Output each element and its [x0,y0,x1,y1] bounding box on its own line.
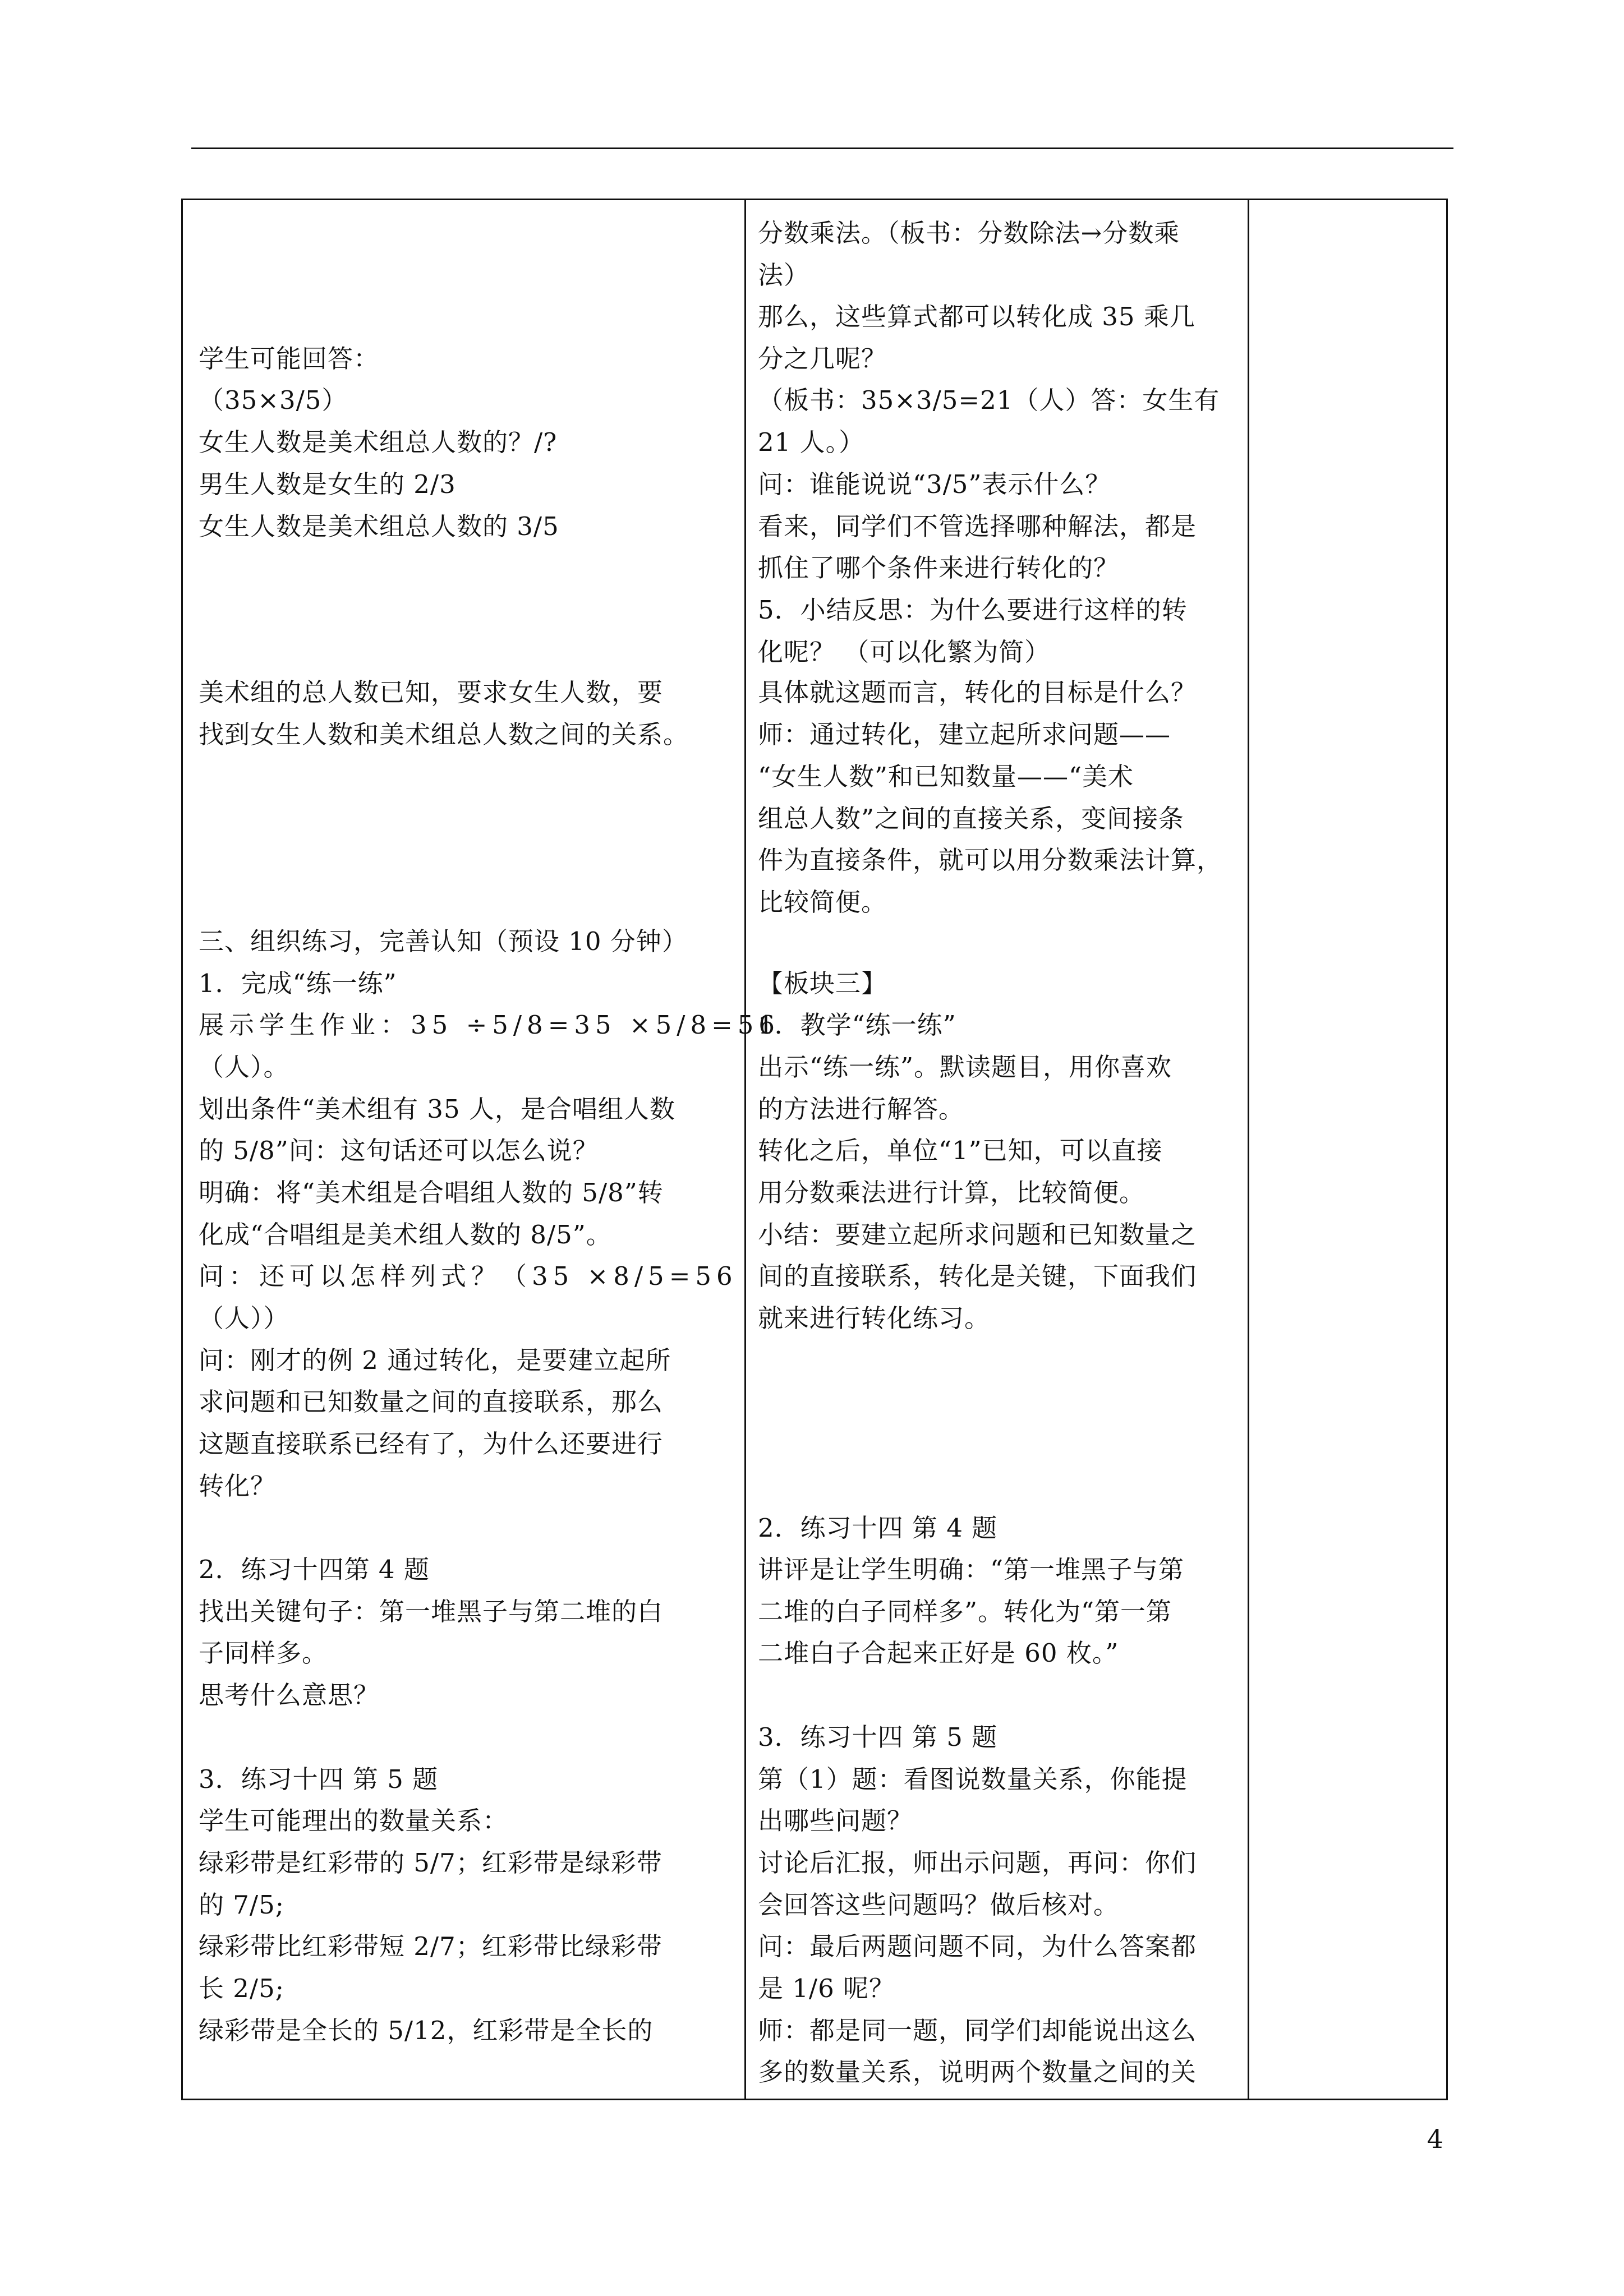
student-activity-line: 这题直接联系已经有了，为什么还要进行 [199,1429,664,1459]
teacher-activity-line: 问：谁能说说“3/5”表示什么？ [758,469,1111,499]
student-activity-line: 三、组织练习，完善认知（预设 10 分钟） [199,926,688,956]
student-activity-line: （人）） [199,1303,289,1333]
teacher-activity-line: 间的直接联系，转化是关键，下面我们 [758,1261,1197,1291]
student-activity-line: 明确：将“美术组是合唱组人数的 5/8”转 [199,1178,664,1207]
teacher-activity-line: 就来进行转化练习。 [758,1303,991,1333]
page-number: 4 [1427,2124,1443,2154]
student-activity-line: 学生可能理出的数量关系： [199,1806,509,1836]
student-activity-line: 长 2/5; [199,1974,284,2003]
student-activity-line: 问：刚才的例 2 通过转化，是要建立起所 [199,1345,671,1375]
student-activity-line: 绿彩带是红彩带的 5/7；红彩带是绿彩带 [199,1848,663,1878]
student-activity-line: 展示学生作业：35 ÷5/8=35 ×5/8=56 [199,1010,780,1040]
teacher-activity-line: 1．教学“练一练” [758,1010,956,1040]
student-activity-line: 问：还可以怎样列式？（35 ×8/5=56 [199,1261,738,1291]
lesson-plan-table [181,199,1448,2100]
table-right-edge [1446,200,1448,2099]
teacher-activity-line: 比较简便。 [758,887,887,917]
teacher-activity-line: 3．练习十四 第 5 题 [758,1722,998,1752]
student-activity-line: 的 5/8”问：这句话还可以怎么说？ [199,1136,599,1165]
teacher-activity-line: 的方法进行解答。 [758,1094,965,1124]
student-activity-line: 求问题和已知数量之间的直接联系，那么 [199,1387,664,1417]
teacher-activity-line: 二堆的白子同样多”。转化为“第一第 [758,1597,1172,1626]
teacher-activity-line: 第（1）题：看图说数量关系，你能提 [758,1764,1188,1794]
student-activity-line: （人）。 [199,1052,289,1082]
student-activity-line: 2．练习十四第 4 题 [199,1555,430,1584]
student-activity-line: 学生可能回答： [199,344,380,374]
student-activity-column [199,200,780,2102]
teacher-activity-line: 21 人。） [758,427,865,457]
student-activity-line: 美术组的总人数已知，要求女生人数，要 [199,677,664,707]
teacher-activity-line: 二堆白子合起来正好是 60 枚。” [758,1638,1119,1668]
teacher-activity-line: “女生人数”和已知数量——“美术 [758,762,1134,791]
teacher-activity-line: 是 1/6 呢？ [758,1974,895,2003]
teacher-activity-column [758,200,1240,2102]
teacher-activity-line: 讲评是让学生明确：“第一堆黑子与第 [758,1555,1185,1584]
teacher-activity-line: 组总人数”之间的直接关系，变间接条 [758,804,1185,833]
teacher-activity-line: 师：都是同一题，同学们却能说出这么 [758,2016,1197,2045]
student-activity-line: 男生人数是女生的 2/3 [199,469,456,499]
student-activity-line: 女生人数是美术组总人数的 3/5 [199,511,559,541]
student-activity-line: 思考什么意思？ [199,1680,380,1710]
teacher-activity-line: 多的数量关系，说明两个数量之间的关 [758,2057,1197,2087]
student-activity-line: 绿彩带是全长的 5/12，红彩带是全长的 [199,2016,654,2045]
student-activity-line: 找出关键句子：第一堆黑子与第二堆的白 [199,1597,664,1626]
teacher-activity-line: 5．小结反思：为什么要进行这样的转 [758,595,1188,625]
teacher-activity-line: 讨论后汇报，师出示问题，再问：你们 [758,1848,1197,1878]
teacher-activity-line: 小结：要建立起所求问题和已知数量之 [758,1220,1197,1250]
teacher-activity-line: 分数乘法。（板书：分数除法→分数乘 [758,218,1180,248]
teacher-activity-line: 用分数乘法进行计算，比较简便。 [758,1178,1145,1207]
teacher-activity-line: 会回答这些问题吗？做后核对。 [758,1890,1120,1920]
teacher-activity-line: 问：最后两题问题不同，为什么答案都 [758,1931,1197,1961]
student-activity-line: 女生人数是美术组总人数的？/? [199,427,558,457]
student-activity-line: 绿彩带比红彩带短 2/7；红彩带比绿彩带 [199,1931,663,1961]
teacher-activity-line: 件为直接条件，就可以用分数乘法计算， [758,845,1223,875]
teacher-activity-line: 【板块三】 [758,969,887,998]
teacher-activity-line: 化呢？ （可以化繁为简） [758,637,1051,667]
teacher-activity-line: （板书：35×3/5=21（人）答：女生有 [758,385,1220,415]
column-divider-2 [1248,200,1249,2099]
teacher-activity-line: 2．练习十四 第 4 题 [758,1513,998,1543]
teacher-activity-line: 那么，这些算式都可以转化成 35 乘几 [758,302,1195,331]
student-activity-line: 的 7/5; [199,1890,284,1920]
teacher-activity-line: 抓住了哪个条件来进行转化的？ [758,553,1120,583]
student-activity-line: 转化？ [199,1471,277,1501]
column-divider-1 [744,200,746,2099]
student-activity-line: （35×3/5） [199,385,348,415]
teacher-activity-line: 分之几呢？ [758,344,887,374]
student-activity-line: 1．完成“练一练” [199,969,397,998]
teacher-activity-line: 出哪些问题？ [758,1806,913,1836]
student-activity-line: 找到女生人数和美术组总人数之间的关系。 [199,720,689,749]
student-activity-line: 3．练习十四 第 5 题 [199,1764,439,1794]
teacher-activity-line: 具体就这题而言，转化的目标是什么？ [758,677,1197,707]
teacher-activity-line: 转化之后，单位“1”已知，可以直接 [758,1136,1163,1165]
notes-column [1252,200,1442,2102]
teacher-activity-line: 出示“练一练”。默读题目，用你喜欢 [758,1052,1172,1082]
student-activity-line: 子同样多。 [199,1638,328,1668]
student-activity-line: 划出条件“美术组有 35 人，是合唱组人数 [199,1094,675,1124]
header-rule [191,147,1453,149]
teacher-activity-line: 师：通过转化，建立起所求问题—— [758,720,1171,749]
teacher-activity-line: 法） [758,260,810,290]
student-activity-line: 化成“合唱组是美术组人数的 8/5”。 [199,1220,612,1250]
teacher-activity-line: 看来，同学们不管选择哪种解法，都是 [758,511,1197,541]
